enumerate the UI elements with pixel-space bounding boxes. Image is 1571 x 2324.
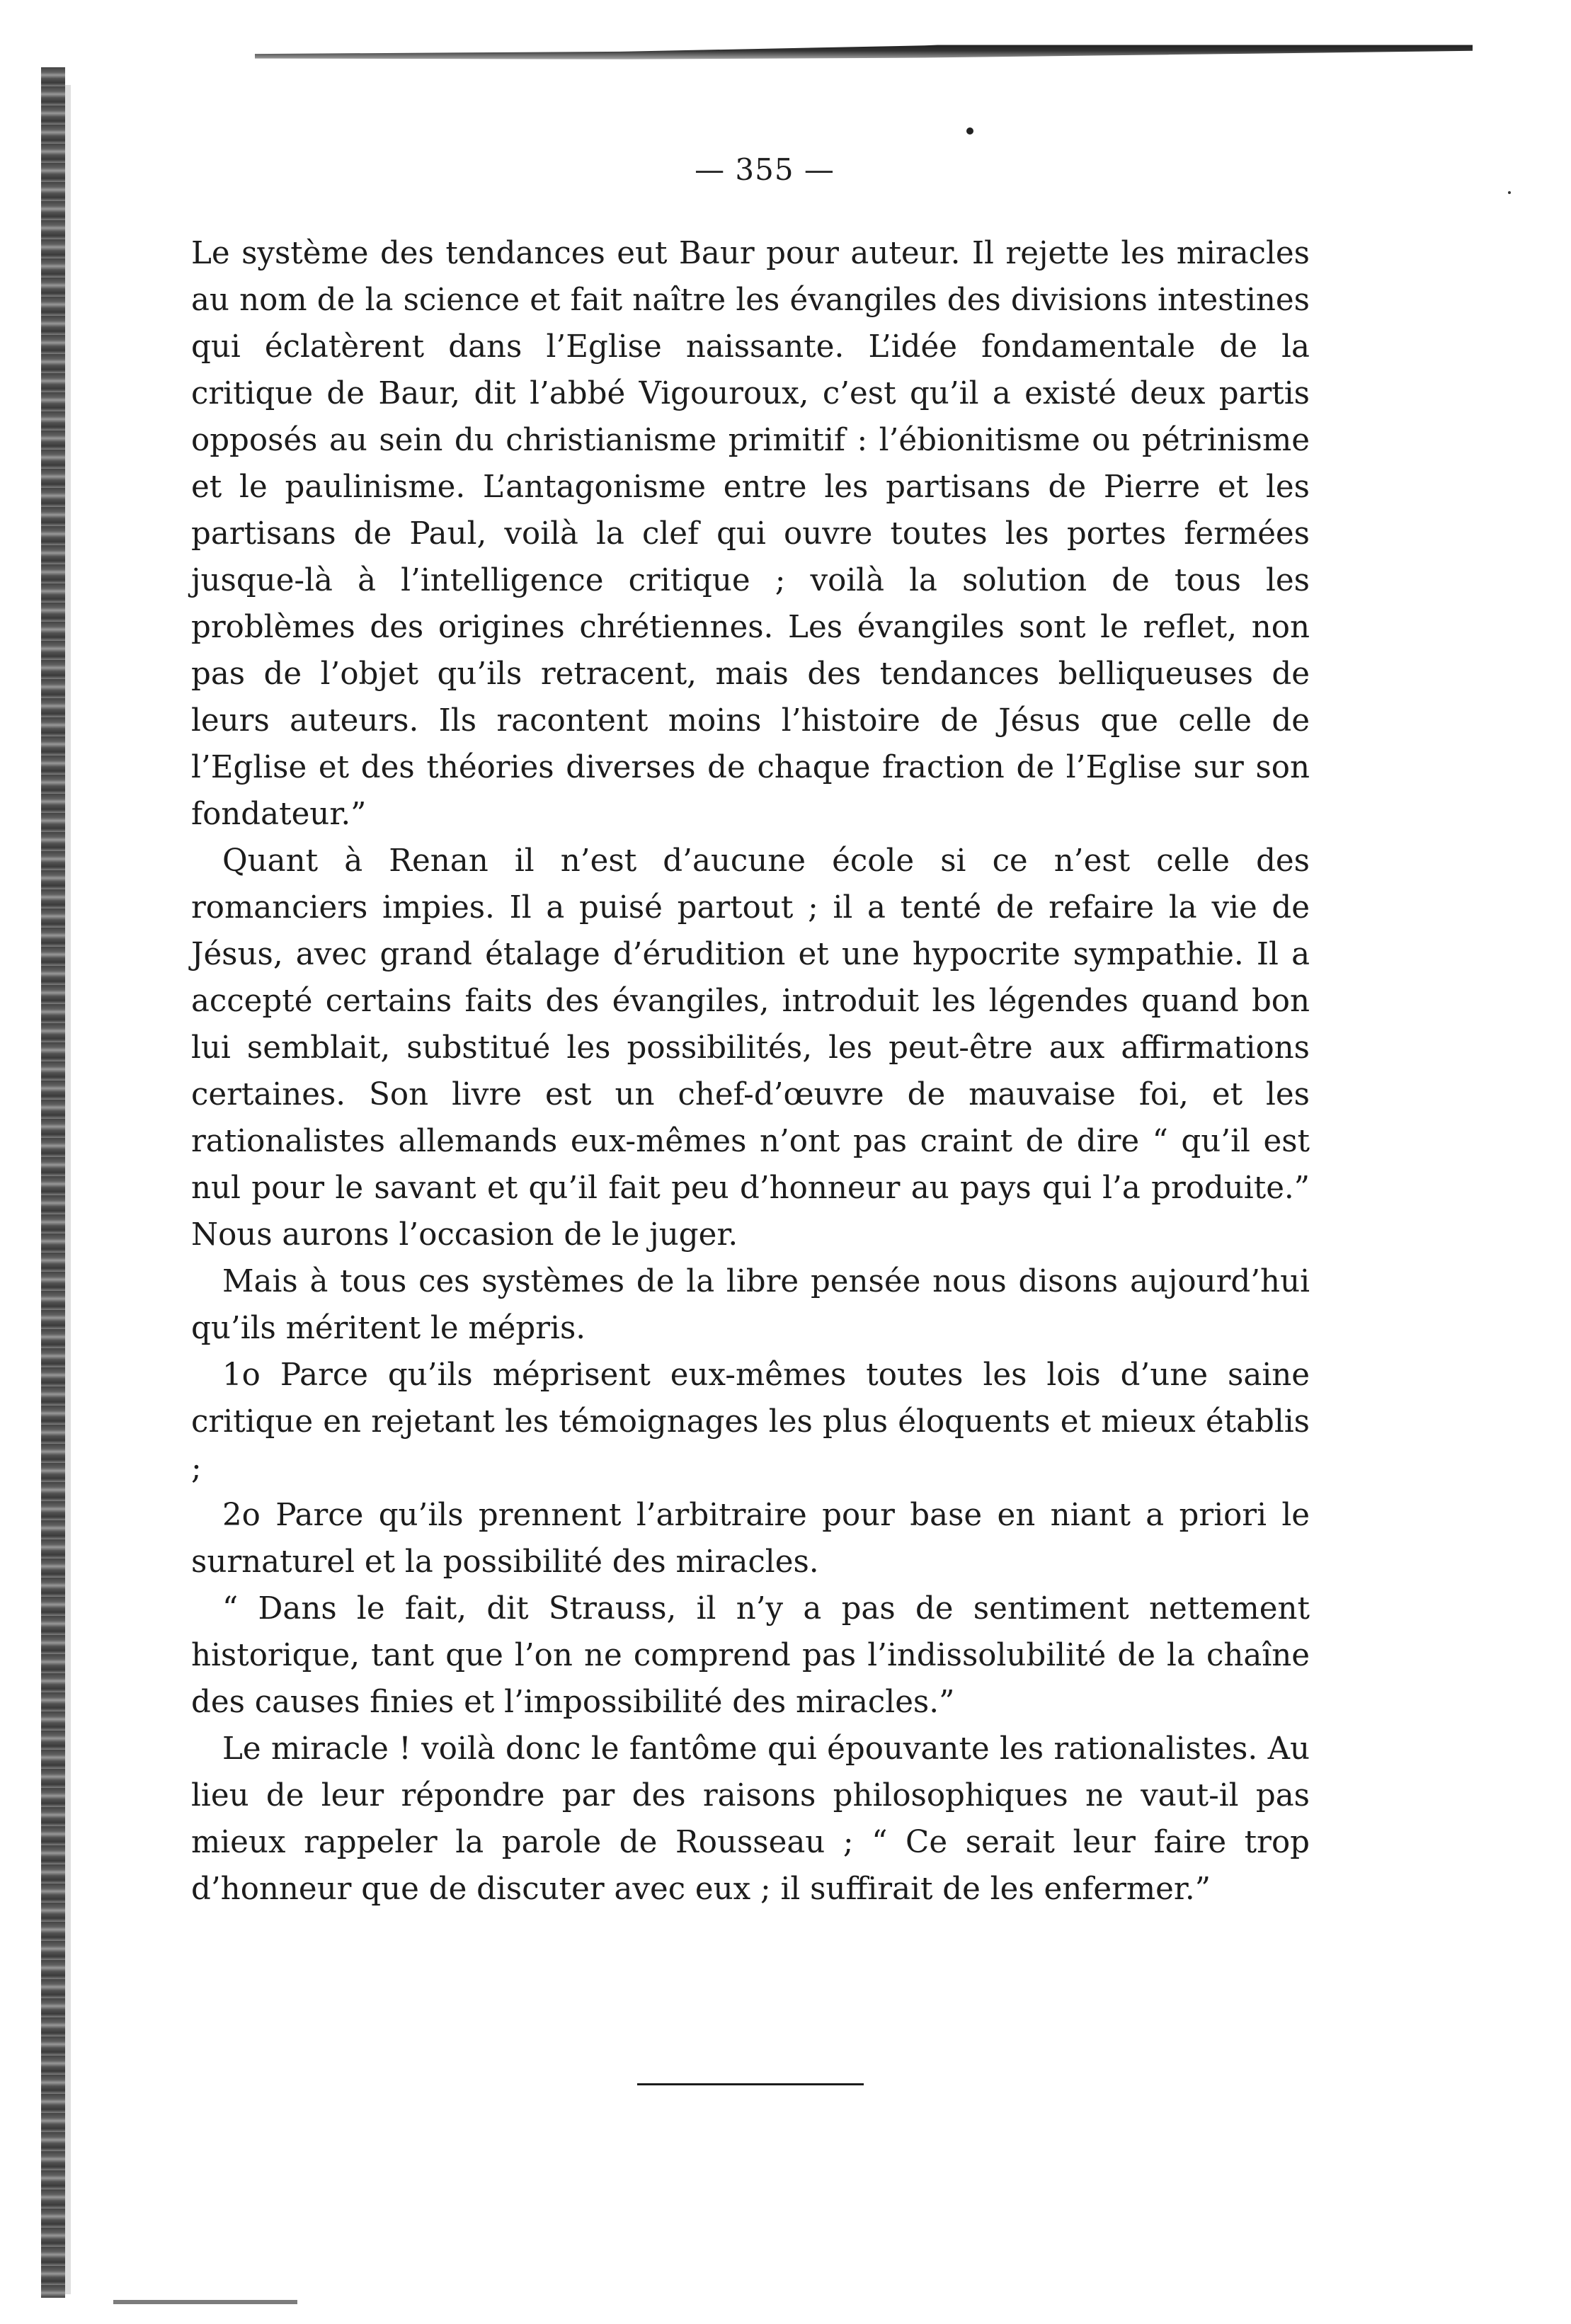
body-text xyxy=(191,230,1310,1913)
paragraph: Le miracle ! voilà donc le fantôme qui épouvante les rationalistes. Au lieu de leur répondre par des raisons philosophiques ne vaut-il pas mieux rappeler la parole de Rousseau ; “ Ce serait leur faire trop d’honneur que de discuter avec eux ; il suffirait de les enfermer.” xyxy=(191,1731,1310,1907)
paragraph: 2o Parce qu’ils prennent l’arbitraire pour base en niant a priori le surnaturel et la possibilité des miracles. xyxy=(191,1498,1310,1580)
end-rule xyxy=(637,2083,864,2085)
paragraph: Le système des tendances eut Baur pour auteur. Il rejette les miracles au nom de la science et fait naître les évangiles des divisions intestines qui éclatèrent dans l’Eglise naissante. L’idée fondamentale de la critique de Baur, dit l’abbé Vigouroux, c’est qu’il a existé deux partis opposés au sein du christianisme primitif : l’ébionitisme ou pétrinisme et le paulinisme. L’antagonisme entre les partisans de Pierre et les partisans de Paul, voilà la clef qui ouvre toutes les portes fermées jusque-là à l’intelligence critique ; voilà la solution de tous les problèmes des origines chrétiennes. Les évangiles sont le reflet, non pas de l’objet qu’ils retracent, mais des tendances belliqueuses de leurs auteurs. Ils racontent moins l’histoire de Jésus que celle de l’Eglise et des théories diverses de chaque fraction de l’Eglise sur son fondateur.” xyxy=(191,236,1310,832)
scan-left-edge xyxy=(41,67,65,2298)
scan-left-shadow xyxy=(65,85,71,2294)
page-number: — 355 — xyxy=(695,152,835,187)
paragraph: “ Dans le fait, dit Strauss, il n’y a pas de sentiment nettement historique, tant que l’on ne comprend pas l’indissolubilité de la chaîne des causes finies et l’impossibilité des miracles.” xyxy=(191,1591,1310,1720)
paragraph: 1o Parce qu’ils méprisent eux-mêmes toutes les lois d’une saine critique en rejetant les témoignages les plus éloquents et mieux établis ; xyxy=(191,1357,1310,1486)
paragraph: Mais à tous ces systèmes de la libre pensée nous disons aujourd’hui qu’ils méritent le mépris. xyxy=(191,1264,1310,1346)
paragraph: Quant à Renan il n’est d’aucune école si ce n’est celle des romanciers impies. Il a puisé partout ; il a tenté de refaire la vie de Jésus, avec grand étalage d’érudition et une hypocrite sympathie. Il a accepté certains faits des évangiles, introduit les légendes quand bon lui semblait, substitué les possibilités, les peut-être aux affirmations certaines. Son livre est un chef-d’œuvre de mauvaise foi, et les rationalistes allemands eux-mêmes n’ont pas craint de dire “ qu’il est nul pour le savant et qu’il fait peu d’honneur au pays qui l’a produite.” Nous aurons l’occasion de le juger. xyxy=(191,843,1310,1253)
scan-bottom-edge xyxy=(113,2300,297,2304)
scan-top-edge xyxy=(255,24,1473,62)
ink-speck xyxy=(966,127,973,135)
ink-speck xyxy=(1508,191,1511,194)
